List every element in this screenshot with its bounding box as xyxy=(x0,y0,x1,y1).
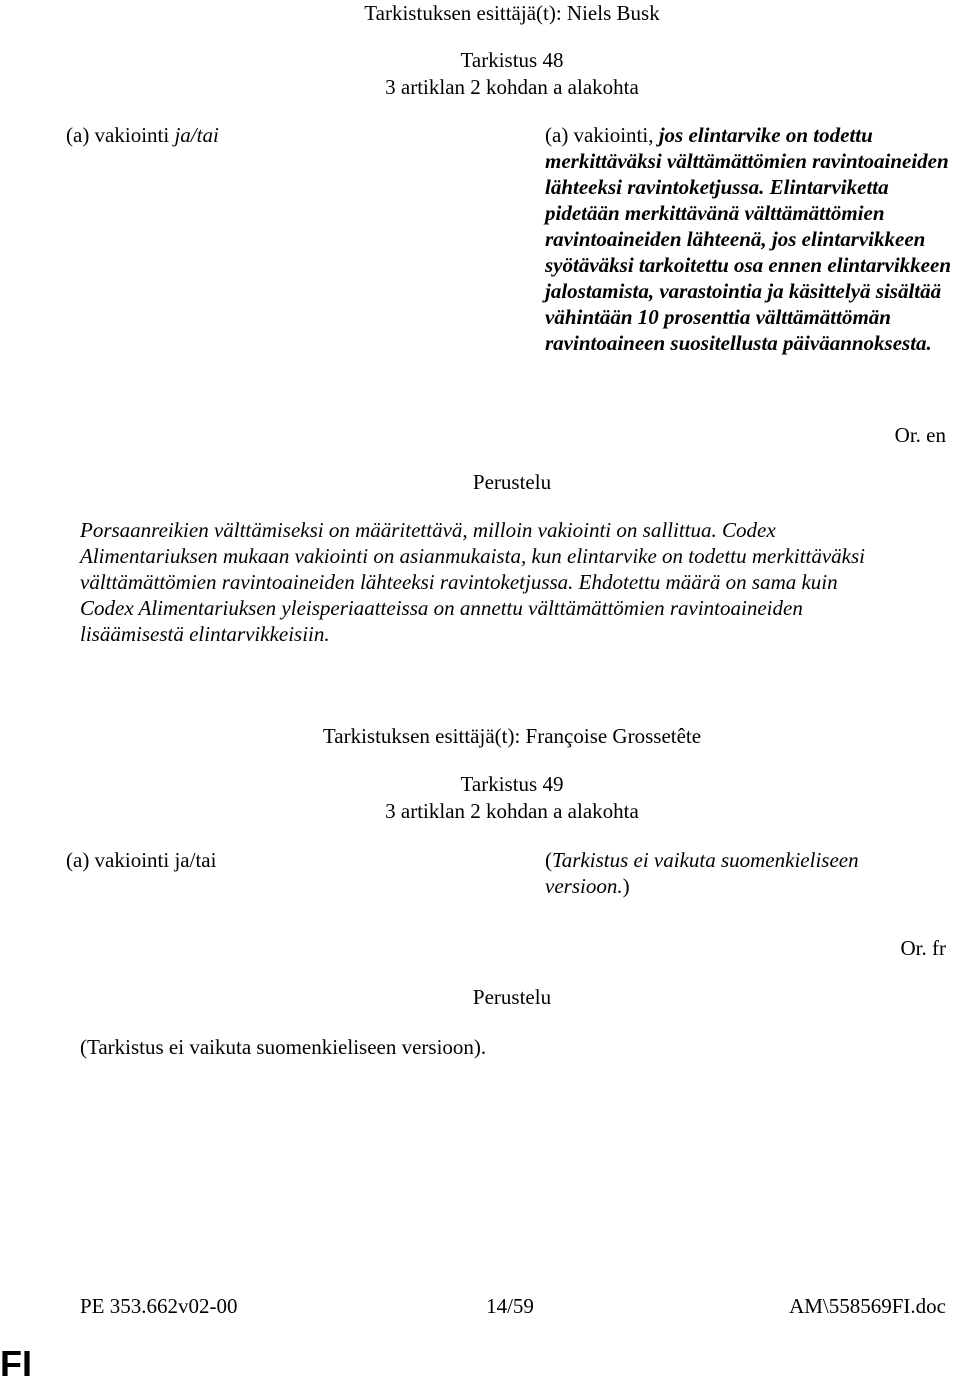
commission-text-plain: (a) vakiointi xyxy=(66,123,175,147)
amendment-49-article: 3 artiklan 2 kohdan a alakohta xyxy=(385,799,639,823)
footer-language-code: FI xyxy=(0,1343,32,1384)
amendment-48-author: Tarkistuksen esittäjä(t): Niels Busk xyxy=(364,1,660,25)
parliament-text-comma: , xyxy=(648,123,654,147)
amendment-49-justification-heading: Perustelu xyxy=(472,985,552,1009)
amendment-49-original-language: Or. fr xyxy=(900,936,946,960)
amendment-49-author: Tarkistuksen esittäjä(t): Françoise Grossetête xyxy=(322,724,702,748)
amendment-48-title: Tarkistus 48 xyxy=(460,48,564,72)
parliament-text-close-paren: ) xyxy=(622,874,630,898)
amendment-48-justification-heading: Perustelu xyxy=(472,470,552,494)
parliament-text-open-paren: ( xyxy=(545,848,552,872)
amendment-48-original-language: Or. en xyxy=(894,423,946,447)
amendment-49-commission-text: (a) vakiointi ja/tai xyxy=(66,848,217,872)
amendment-49-justification-text: (Tarkistus ei vaikuta suomenkieliseen versioon). xyxy=(80,1035,487,1059)
amendment-48-parliament-text xyxy=(545,122,960,356)
amendment-48-commission-text xyxy=(66,122,486,148)
amendment-48-justification-text: Porsaanreikien välttämiseksi on määritettävä, milloin vakiointi on sallittua. Codex Alimentariuksen mukaan vakiointi on asianmukaista, kun elintarvike on todettu merkittäväksi välttämättömien ravintoaineiden lähteeksi ravintoketjussa. Ehdotettu määrä on sama kuin Codex Alimentariuksen yleisperiaatteissa on annettu välttämättömien ravintoaineiden lisäämisestä elintarvikkeisiin. xyxy=(80,518,866,646)
footer-file-reference: AM\558569FI.doc xyxy=(789,1294,946,1318)
footer-page-number: 14/59 xyxy=(486,1294,534,1318)
footer-document-reference: PE 353.662v02-00 xyxy=(80,1294,238,1318)
parliament-text-note: Tarkistus ei vaikuta suomenkieliseen versioon. xyxy=(545,848,859,898)
amendment-49-title: Tarkistus 49 xyxy=(460,772,564,796)
parliament-text-prefix: (a) vakiointi xyxy=(545,123,649,147)
commission-text-italic: ja/tai xyxy=(174,123,219,147)
parliament-text-amendment: jos elintarvike on todettu merkittäväksi välttämättömien ravintoaineiden lähteeksi ravintoketjussa. Elintarviketta pidetään merkittävänä välttämättömien ravintoaineiden lähteenä, jos elintarvikkeen syötäväksi tarkoitettu osa ennen elintarvikkeen jalostamista, varastointia ja käsittelyä sisältää vähintään 10 prosenttia välttämättömän ravintoaineen suositellusta päiväannoksesta. xyxy=(545,123,952,355)
amendment-49-parliament-text xyxy=(545,847,925,899)
amendment-48-article: 3 artiklan 2 kohdan a alakohta xyxy=(385,75,639,99)
